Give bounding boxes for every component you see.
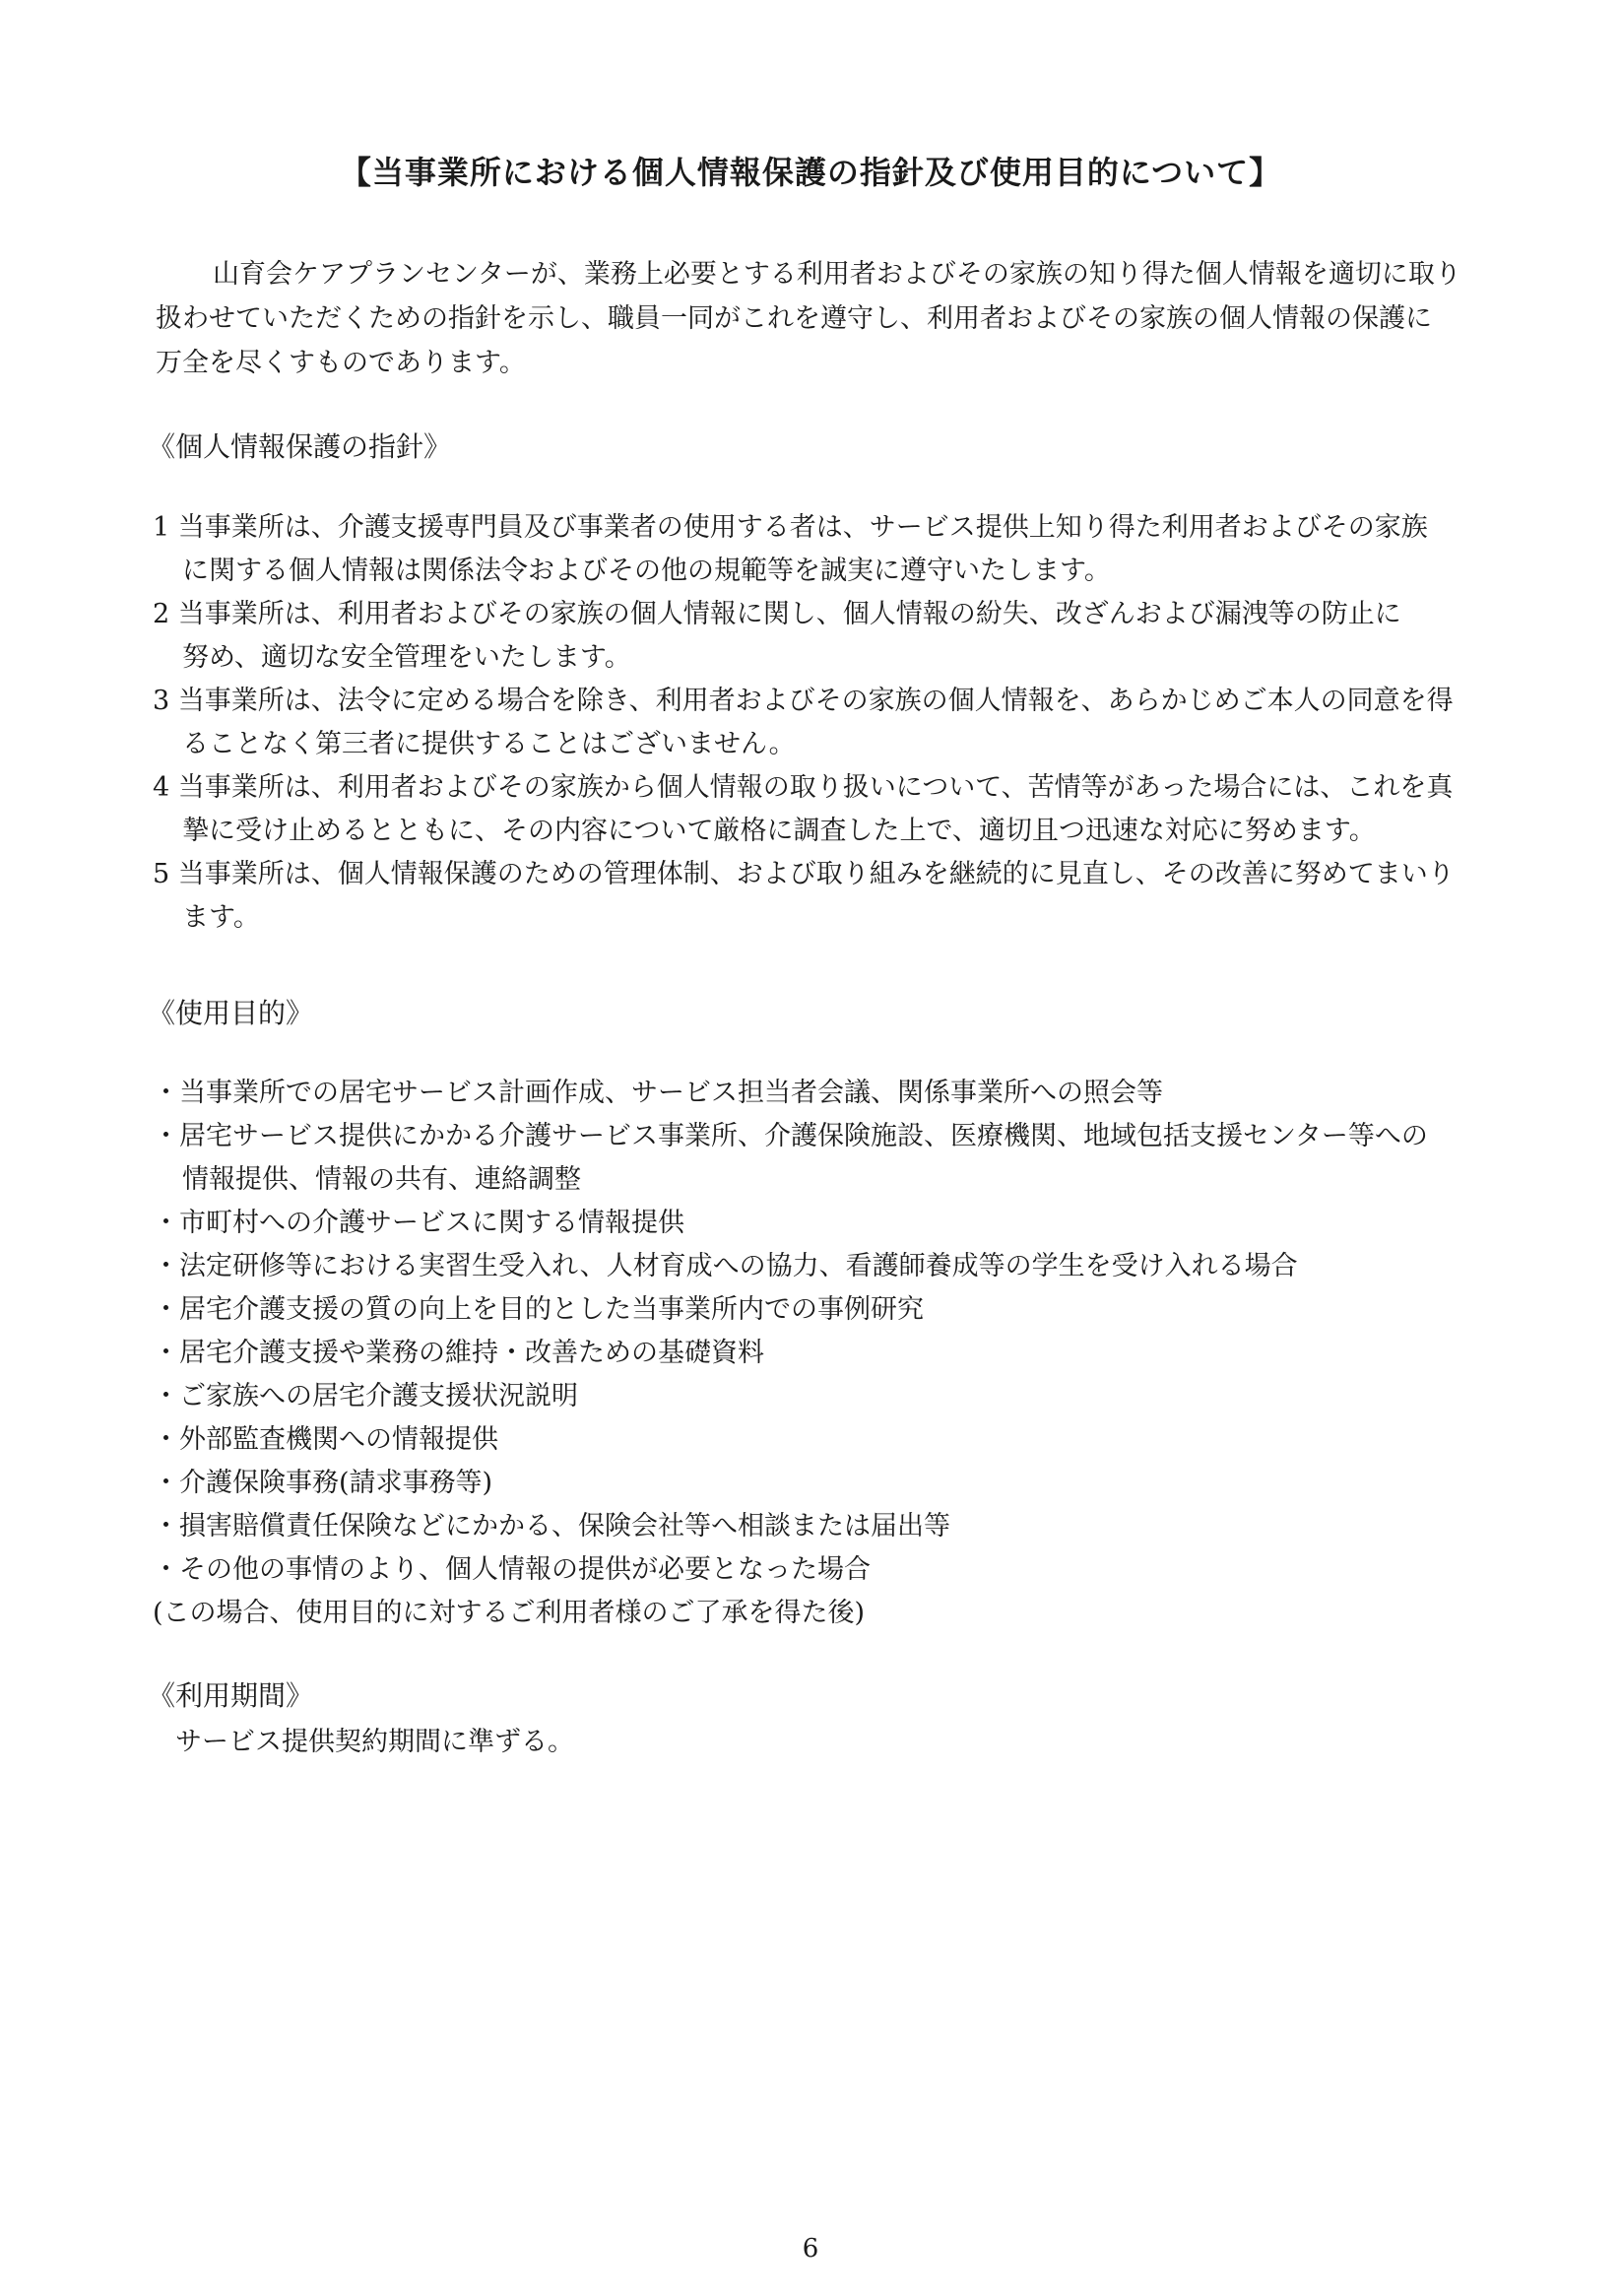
intro-line: 万全を尽くすものであります。 xyxy=(156,348,526,378)
period-text: サービス提供契約期間に準ずる。 xyxy=(175,1727,574,1757)
purpose-heading: 《使用目的》 xyxy=(148,997,314,1029)
policy-item-continuation: ます。 xyxy=(182,902,260,933)
page-number: 6 xyxy=(802,2234,819,2263)
purpose-item xyxy=(153,1462,1551,1505)
intro-line: 山育会ケアプランセンターが、業務上必要とする利用者およびその家族の知り得た個人情報を適切に取り xyxy=(213,259,1461,290)
policy-item xyxy=(153,506,1551,593)
period-heading: 《利用期間》 xyxy=(148,1679,314,1712)
purpose-item xyxy=(153,1072,1551,1115)
policy-item-text: 4 当事業所は、利用者およびその家族から個人情報の取り扱いについて、苦情等があった場合には、これを真 xyxy=(153,772,1454,803)
policy-item xyxy=(153,766,1551,853)
policy-list xyxy=(153,506,1551,940)
policy-item-continuation: ることなく第三者に提供することはございません。 xyxy=(182,729,796,759)
page-title: 【当事業所における個人情報保護の指針及び使用目的について】 xyxy=(339,154,1282,191)
purpose-item xyxy=(153,1375,1551,1418)
purpose-item-text: ・ご家族への居宅介護支援状況説明 xyxy=(153,1381,578,1411)
purpose-item-text: (この場合、使用目的に対するご利用者様のご了承を得た後) xyxy=(153,1598,866,1628)
intro-line: 扱わせていただくための指針を示し、職員一同がこれを遵守し、利用者およびその家族の個人情報の保護に xyxy=(156,303,1432,334)
policy-item-continuation: 摯に受け止めるとともに、その内容について厳格に調査した上で、適切且つ迅速な対応に努めます。 xyxy=(182,816,1376,846)
purpose-item-text: ・居宅介護支援や業務の維持・改善ための基礎資料 xyxy=(153,1338,764,1368)
purpose-item-text: ・損害賠償責任保険などにかかる、保険会社等へ相談または届出等 xyxy=(153,1511,950,1542)
purpose-item xyxy=(153,1332,1551,1375)
purpose-item xyxy=(153,1548,1551,1592)
purpose-item xyxy=(153,1418,1551,1462)
purpose-item-text: ・介護保険事務(請求事務等) xyxy=(153,1468,493,1498)
purpose-item xyxy=(153,1505,1551,1548)
purpose-item xyxy=(153,1288,1551,1332)
policy-item-text: 2 当事業所は、利用者およびその家族の個人情報に関し、個人情報の紛失、改ざんおよび漏洩等の防止に xyxy=(153,599,1401,629)
policy-item-continuation: 努め、適切な安全管理をいたします。 xyxy=(182,642,631,673)
policy-item xyxy=(153,853,1551,940)
purpose-item-text: ・居宅介護支援の質の向上を目的とした当事業所内での事例研究 xyxy=(153,1294,924,1325)
purpose-item-text: ・法定研修等における実習生受入れ、人材育成への協力、看護師養成等の学生を受け入れる場合 xyxy=(153,1251,1298,1281)
purpose-list xyxy=(153,1072,1551,1635)
purpose-item-text: ・居宅サービス提供にかかる介護サービス事業所、介護保険施設、医療機関、地域包括支援センター等への xyxy=(153,1121,1428,1151)
purpose-item xyxy=(153,1202,1551,1245)
purpose-item-text: ・その他の事情のより、個人情報の提供が必要となった場合 xyxy=(153,1554,871,1585)
policy-item-text: 3 当事業所は、法令に定める場合を除き、利用者およびその家族の個人情報を、あらかじめご本人の同意を得 xyxy=(153,686,1454,716)
purpose-item-text: ・市町村への介護サービスに関する情報提供 xyxy=(153,1208,684,1238)
purpose-item xyxy=(153,1245,1551,1288)
purpose-item-continuation: 情報提供、情報の共有、連絡調整 xyxy=(182,1164,581,1195)
purpose-item-text: ・外部監査機関への情報提供 xyxy=(153,1424,498,1455)
policy-item-text: 5 当事業所は、個人情報保護のための管理体制、および取り組みを継続的に見直し、その改善に努めてまいり xyxy=(153,859,1455,889)
policy-item-continuation: に関する個人情報は関係法令およびその他の規範等を誠実に遵守いたします。 xyxy=(182,556,1111,586)
purpose-item xyxy=(153,1592,1551,1635)
policy-item xyxy=(153,680,1551,766)
policy-heading: 《個人情報保護の指針》 xyxy=(148,430,452,463)
policy-item-text: 1 当事業所は、介護支援専門員及び事業者の使用する者は、サービス提供上知り得た利用者およびその家族 xyxy=(153,512,1428,543)
policy-item xyxy=(153,593,1551,680)
intro-paragraph xyxy=(156,252,1534,385)
purpose-item xyxy=(153,1115,1551,1202)
purpose-item-text: ・当事業所での居宅サービス計画作成、サービス担当者会議、関係事業所への照会等 xyxy=(153,1078,1163,1108)
